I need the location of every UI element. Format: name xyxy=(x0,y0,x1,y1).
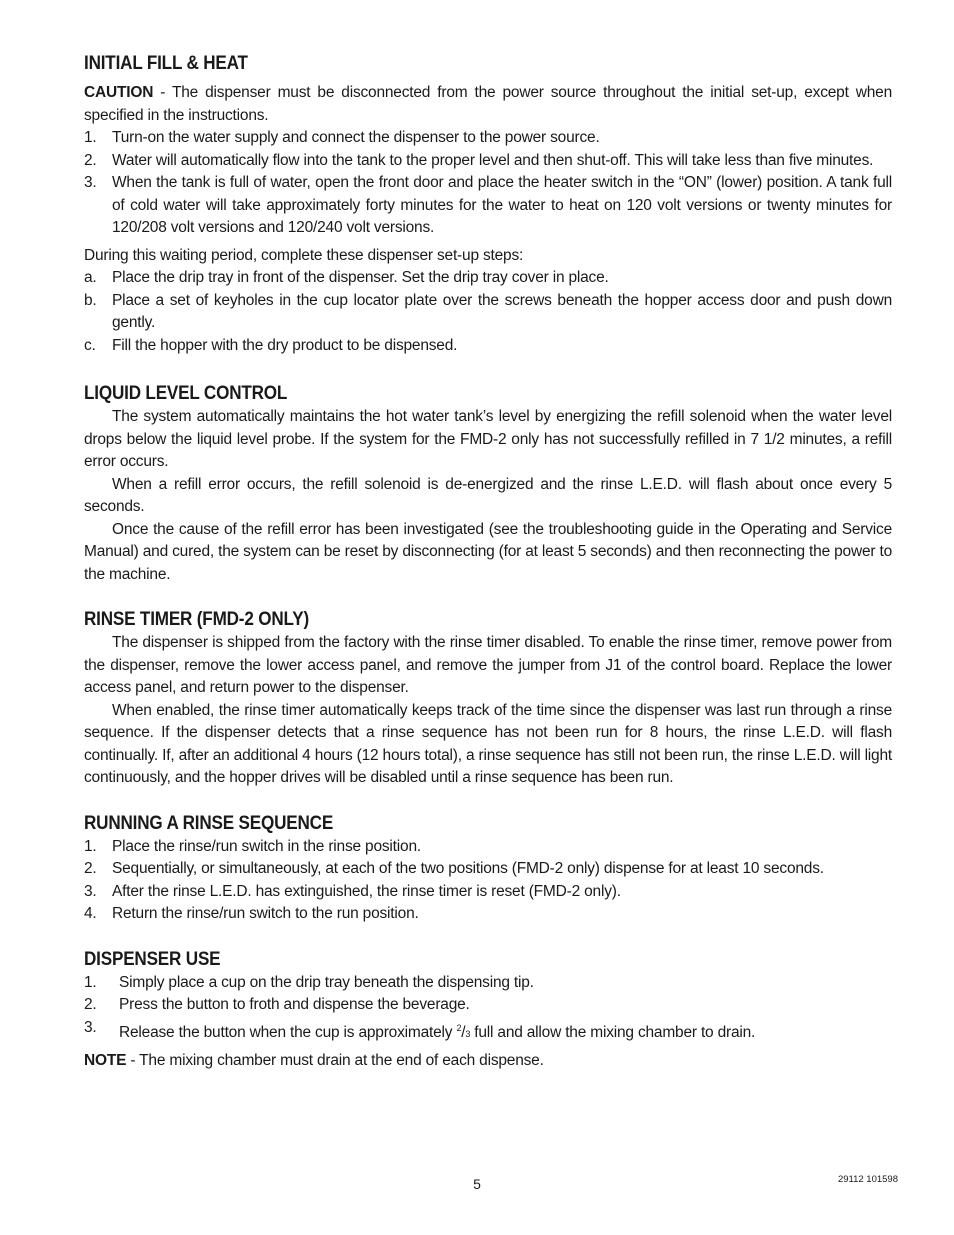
note-paragraph xyxy=(84,1050,892,1073)
list-number: 2. xyxy=(84,996,97,1013)
list-item xyxy=(84,267,892,290)
initial-fill-section xyxy=(84,52,892,357)
list-text: full and allow the mixing chamber to drain. xyxy=(470,1023,756,1041)
list-number: 3. xyxy=(84,174,97,191)
list-item xyxy=(84,1017,892,1046)
list-item xyxy=(84,858,892,881)
list-number: 3. xyxy=(84,1018,97,1036)
list-number: 1. xyxy=(84,129,97,146)
waiting-text: During this waiting period, complete these dispenser set-up steps: xyxy=(84,246,524,264)
list-item xyxy=(84,836,892,859)
list-item xyxy=(84,994,892,1017)
list-text: Place a set of keyholes in the cup locator plate over the screws beneath the hopper access door and push down gently. xyxy=(112,291,892,331)
list-number: 4. xyxy=(84,905,97,922)
list-item xyxy=(84,972,892,995)
liquid-level-paragraph: Once the cause of the refill error has been investigated (see the troubleshooting guide in the Operating and Service Manual) and cured, the system can be reset by disconnecting (for at least 5 seconds) and then reconnecting the power to the machine. xyxy=(84,520,892,583)
list-text: Press the button to froth and dispense the beverage. xyxy=(119,996,470,1013)
list-number: 1. xyxy=(84,837,97,855)
page-number: 5 xyxy=(473,1176,481,1192)
list-text: After the rinse L.E.D. has extinguished, the rinse timer is reset (FMD-2 only). xyxy=(112,882,621,900)
list-number: 1. xyxy=(84,973,97,991)
list-number: 3. xyxy=(84,882,97,900)
caution-paragraph xyxy=(84,82,892,127)
list-item xyxy=(84,172,892,240)
list-item xyxy=(84,127,892,150)
list-letter: b. xyxy=(84,291,97,309)
fraction-slash: / xyxy=(461,1023,466,1041)
list-text: Place the drip tray in front of the dispenser. Set the drip tray cover in place. xyxy=(112,269,609,286)
liquid-level-heading: LIQUID LEVEL CONTROL xyxy=(84,383,288,404)
rinse-sequence-section xyxy=(84,812,892,926)
fraction-numerator: 2 xyxy=(456,1022,462,1033)
rinse-sequence-heading: RUNNING A RINSE SEQUENCE xyxy=(84,812,334,834)
list-number: 2. xyxy=(84,860,97,877)
list-item xyxy=(84,881,892,904)
list-text: Release the button when the cup is approximately xyxy=(119,1023,457,1041)
list-text: When the tank is full of water, open the front door and place the heater switch in the “ON” (lower) position. A tank full of cold water will take approximately forty minutes for the water to heat on 120 volt versions or twenty minutes for 120/208 volt versions and 120/240 volt versions. xyxy=(112,174,892,236)
list-item xyxy=(84,335,892,358)
rinse-timer-paragraph: The dispenser is shipped from the factory with the rinse timer disabled. To enable the rinse timer, remove power from the dispenser, remove the lower access panel, and remove the jumper from J1 of the control board. Replace the lower access panel, and return power to the dispenser. xyxy=(84,634,892,696)
liquid-level-section xyxy=(84,382,892,586)
liquid-level-paragraph: When a refill error occurs, the refill solenoid is de-energized and the rinse L.E.D. will flash about once every 5 seconds. xyxy=(84,475,892,515)
dispenser-use-steps xyxy=(84,972,892,1046)
rinse-sequence-steps xyxy=(84,836,892,926)
note-label: NOTE xyxy=(84,1052,127,1069)
list-number: 2. xyxy=(84,151,97,169)
document-code: 29112 101598 xyxy=(837,1174,898,1185)
dispenser-use-section xyxy=(84,948,892,1073)
list-text: Turn-on the water supply and connect the dispenser to the power source. xyxy=(112,129,600,146)
list-item xyxy=(84,290,892,335)
list-text: Simply place a cup on the drip tray beneath the dispensing tip. xyxy=(119,973,534,991)
fraction-denominator: 3 xyxy=(465,1028,471,1039)
list-text: Fill the hopper with the dry product to be dispensed. xyxy=(112,336,458,354)
list-text: Return the rinse/run switch to the run position. xyxy=(112,905,419,922)
list-text: Place the rinse/run switch in the rinse position. xyxy=(112,837,421,855)
rinse-timer-heading: RINSE TIMER (FMD-2 ONLY) xyxy=(84,609,309,630)
setup-steps xyxy=(84,267,892,357)
list-letter: c. xyxy=(84,336,96,354)
dispenser-use-heading: DISPENSER USE xyxy=(84,948,221,970)
initial-fill-steps xyxy=(84,127,892,240)
caution-label: CAUTION xyxy=(84,84,154,101)
initial-fill-heading: INITIAL FILL & HEAT xyxy=(84,53,248,74)
rinse-timer-section xyxy=(84,608,892,790)
caution-text: - The dispenser must be disconnected from the power source throughout the initial set-up, except when specified in the instructions. xyxy=(84,84,892,124)
list-letter: a. xyxy=(84,269,97,286)
rinse-timer-paragraph: When enabled, the rinse timer automatically keeps track of the time since the dispenser was last run through a rinse sequence. If the dispenser detects that a rinse sequence has not been run for 8 hours, the rinse L.E.D. will flash continually. If, after an additional 4 hours (12 hours total), a rinse sequence has still not been run, the rinse L.E.D. will light continuously, and the hopper drives will be disabled until a rinse sequence has been run. xyxy=(84,701,892,786)
note-text: - The mixing chamber must drain at the end of each dispense. xyxy=(126,1052,544,1069)
liquid-level-paragraph: The system automatically maintains the hot water tank’s level by energizing the refill solenoid when the water level drops below the liquid level probe. If the system for the FMD-2 only has not successfully refilled in 7 1/2 minutes, a refill error occurs. xyxy=(84,408,892,470)
list-item xyxy=(84,150,892,173)
list-item xyxy=(84,903,892,926)
list-text: Sequentially, or simultaneously, at each of the two positions (FMD-2 only) dispense for at least 10 seconds. xyxy=(112,860,824,877)
document-page xyxy=(84,52,892,1073)
list-text: Water will automatically flow into the tank to the proper level and then shut-off. This will take less than five minutes. xyxy=(112,151,874,169)
